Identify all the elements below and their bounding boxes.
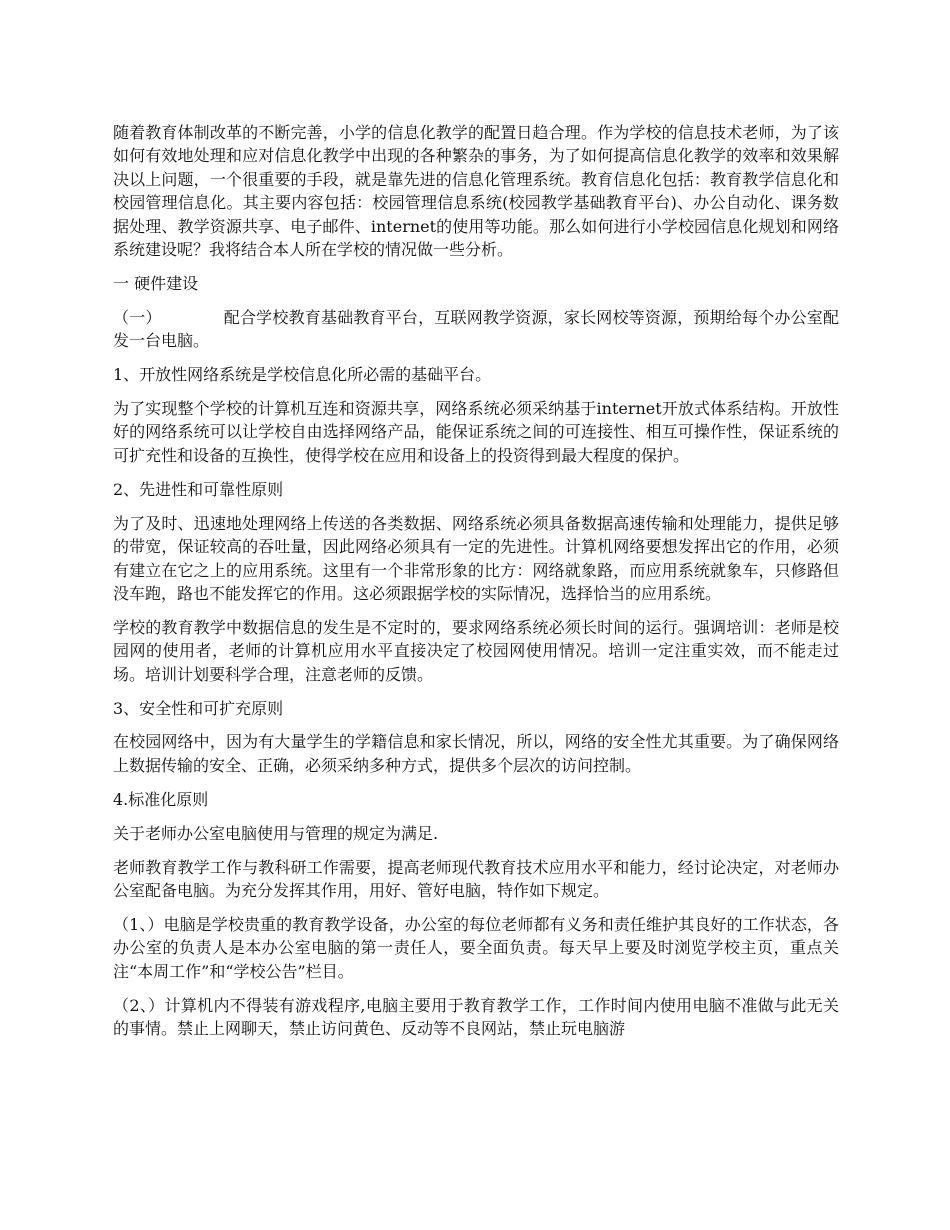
point-2-body-2: 学校的教育教学中数据信息的发生是不定时的，要求网络系统必须长时间的运行。强调培训：老师是校园网的使用者，老师的计算机应用水平直接决定了校园网使用情况。培训一定注重实效，而不能走过场。培训计划要科学合理，注意老师的反馈。 bbox=[113, 617, 839, 684]
point-3-heading: 3、安全性和可扩充原则 bbox=[113, 698, 284, 718]
item-1-text: 配合学校教育基础教育平台，互联网教学资源，家长网校等资源，预期给每个办公室配发一台电脑。 bbox=[113, 307, 839, 351]
document-page bbox=[113, 121, 839, 1051]
point-4-heading: 4.标准化原则 bbox=[113, 789, 209, 809]
point-3-body: 在校园网络中，因为有大量学生的学籍信息和家长情况，所以，网络的安全性尤其重要。为了确保网络上数据传输的安全、正确，必须采纳多种方式，提供多个层次的访问控制。 bbox=[113, 732, 839, 775]
item-1-paragraph bbox=[113, 306, 839, 353]
point-2-body: 为了及时、迅速地处理网络上传送的各类数据、网络系统必须具备数据高速传输和处理能力，提供足够的带宽，保证较高的吞吐量，因此网络必须具有一定的先进性。计算机网络要想发挥出它的作用，必须有建立在它之上的应用系统。这里有一个非常形象的比方：网络就象路，而应用系统就象车，只修路但没车跑，路也不能发挥它的作用。这必须跟据学校的实际情况，选择恰当的应用系统。 bbox=[113, 513, 839, 603]
rule-2: （2、）计算机内不得装有游戏程序,电脑主要用于教育教学工作，工作时间内使用电脑不准做与此无关的事情。禁止上网聊天，禁止访问黄色、反动等不良网站，禁止玩电脑游 bbox=[113, 995, 839, 1038]
rules-intro: 关于老师办公室电脑使用与管理的规定为满足. bbox=[113, 823, 439, 843]
point-1-body: 为了实现整个学校的计算机互连和资源共享，网络系统必须采纳基于internet开放式体系结构。开放性好的网络系统可以让学校自由选择网络产品，能保证系统之间的可连接性、相互可操作性，保证系统的可扩充性和设备的互换性，使得学校在应用和设备上的投资得到最大程度的保护。 bbox=[113, 399, 839, 465]
point-1-heading: 1、开放性网络系统是学校信息化所必需的基础平台。 bbox=[113, 365, 492, 385]
section-heading-hardware: 一 硬件建设 bbox=[113, 273, 199, 293]
item-1-prefix: （一） bbox=[113, 307, 162, 327]
rule-1: （1、）电脑是学校贵重的教育教学设备，办公室的每位老师都有义务和责任维护其良好的工作状态，各办公室的负责人是本办公室电脑的第一责任人，要全面负责。每天早上要及时浏览学校主页，重点关注“本周工作”和“学校公告”栏目。 bbox=[113, 914, 839, 981]
point-2-heading: 2、先进性和可靠性原则 bbox=[113, 479, 284, 499]
rules-body: 老师教育教学工作与教科研工作需要，提高老师现代教育技术应用水平和能力，经讨论决定，对老师办公室配备电脑。为充分发挥其作用，用好、管好电脑，特作如下规定。 bbox=[113, 857, 839, 900]
intro-paragraph: 随着教育体制改革的不断完善，小学的信息化教学的配置日趋合理。作为学校的信息技术老师，为了该如何有效地处理和应对信息化教学中出现的各种繁杂的事务，为了如何提高信息化教学的效率和效果解决以上问题，一个很重要的手段，就是靠先进的信息化管理系统。教育信息化包括：教育教学信息化和校园管理信息化。其主要内容包括：校园管理信息系统(校园教学基础教育平台)、办公自动化、课务数据处理、教学资源共享、电子邮件、internet的使用等功能。那么如何进行小学校园信息化规划和网络系统建设呢？我将结合本人所在学校的情况做一些分析。 bbox=[113, 123, 839, 260]
